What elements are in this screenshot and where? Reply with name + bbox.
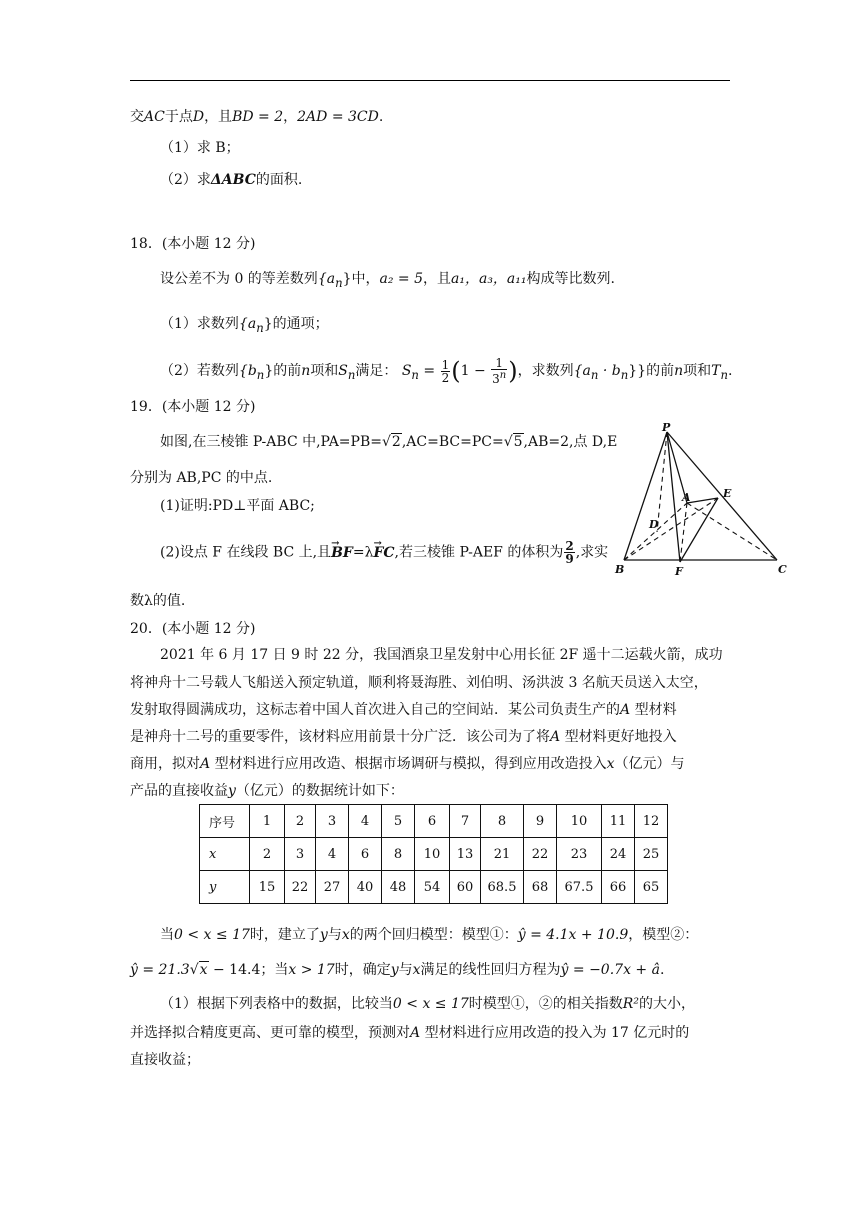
table-cell: 6 bbox=[415, 805, 450, 838]
table-cell: 54 bbox=[415, 871, 450, 904]
table-cell: 3 bbox=[316, 805, 349, 838]
data-table bbox=[199, 804, 668, 904]
table-cell: 21 bbox=[481, 838, 524, 871]
table-cell: 11 bbox=[602, 805, 635, 838]
table-cell: 8 bbox=[382, 838, 415, 871]
q17-continuation: 交AC于点D，且BD = 2，2AD = 3CD. bbox=[130, 109, 384, 125]
q19-part1: (1)证明:PD⊥平面 ABC; bbox=[160, 498, 315, 514]
label-F: F bbox=[675, 565, 683, 578]
q20-para-line6: 产品的直接收益y（亿元）的数据统计如下： bbox=[130, 783, 404, 799]
table-cell: 15 bbox=[250, 871, 285, 904]
table-cell: 66 bbox=[602, 871, 635, 904]
table-cell: 27 bbox=[316, 871, 349, 904]
q19-header: 19．(本小题 12 分) bbox=[130, 399, 256, 415]
table-cell: 23 bbox=[557, 838, 602, 871]
q20-para-line4: 是神舟十二号的重要零件，该材料应用前景十分广泛．该公司为了将A 型材料更好地投入 bbox=[130, 729, 677, 745]
q20-part1-line2: 并选择拟合精度更高、更可靠的模型，预测对A 型材料进行应用改造的投入为 17 亿元时的 bbox=[130, 1025, 690, 1041]
q20-para-line2: 将神舟十二号载人飞船送入预定轨道，顺利将聂海胜、刘伯明、汤洪波 3 名航天员送入太空， bbox=[130, 675, 708, 691]
table-cell: 9 bbox=[524, 805, 557, 838]
q20-part1-line3: 直接收益； bbox=[130, 1052, 200, 1068]
table-cell: 60 bbox=[450, 871, 481, 904]
q18-part1: （1）求数列$\{a_n\}$的通项； bbox=[160, 316, 329, 335]
table-cell: 13 bbox=[450, 838, 481, 871]
row-label: y bbox=[200, 871, 250, 904]
table-cell: 67.5 bbox=[557, 871, 602, 904]
table-cell: 2 bbox=[250, 838, 285, 871]
q20-model-line1: 当0 < x ≤ 17时，建立了y与x的两个回归模型：模型①：ŷ = 4.1x + 10.9，模型②： bbox=[160, 927, 699, 943]
label-B: B bbox=[615, 563, 625, 576]
table-cell: 48 bbox=[382, 871, 415, 904]
label-D: D bbox=[649, 518, 659, 531]
table-cell: 10 bbox=[415, 838, 450, 871]
q20-para-line3: 发射取得圆满成功，这标志着中国人首次进入自己的空间站．某公司负责生产的A 型材料 bbox=[130, 702, 677, 718]
row-label: 序号 bbox=[200, 805, 250, 838]
table-cell: 4 bbox=[349, 805, 382, 838]
table-cell: 8 bbox=[481, 805, 524, 838]
tetrahedron-figure bbox=[612, 420, 792, 580]
table-row-y bbox=[200, 871, 668, 904]
table-cell: 65 bbox=[635, 871, 668, 904]
table-cell: 40 bbox=[349, 871, 382, 904]
q20-para-line5: 商用，拟对A 型材料进行应用改造、根据市场调研与模拟，得到应用改造投入x（亿元）与 bbox=[130, 756, 685, 772]
table-cell: 22 bbox=[524, 838, 557, 871]
table-row-index bbox=[200, 805, 668, 838]
table-cell: 6 bbox=[349, 838, 382, 871]
table-cell: 5 bbox=[382, 805, 415, 838]
table-cell: 4 bbox=[316, 838, 349, 871]
label-A: A bbox=[682, 491, 691, 504]
table-cell: 68.5 bbox=[481, 871, 524, 904]
table-cell: 2 bbox=[285, 805, 316, 838]
table-cell: 12 bbox=[635, 805, 668, 838]
row-label: x bbox=[200, 838, 250, 871]
q20-para-line1: 2021 年 6 月 17 日 9 时 22 分，我国酒泉卫星发射中心用长征 2F 遥十二运载火箭，成功 bbox=[160, 647, 723, 663]
q20-header: 20．(本小题 12 分) bbox=[130, 621, 256, 637]
label-P: P bbox=[662, 421, 671, 434]
q20-part1-line1: （1）根据下列表格中的数据，比较当0 < x ≤ 17时模型①，②的相关指数R²的大小， bbox=[160, 996, 695, 1012]
header-rule bbox=[130, 80, 730, 81]
q19-part2: (2)设点 F 在线段 BC 上,且→ BF=λ→ FC,若三棱锥 P-AEF 的体积为 $\frac{2}{9}$ ,求实 bbox=[160, 540, 608, 565]
q18-header: 18．(本小题 12 分) bbox=[130, 236, 256, 252]
q18-statement: 设公差不为 0 的等差数列$\{a_n\}$中，a₂ = 5，且a₁，a₃，a₁₁构成等比数列. bbox=[160, 271, 615, 290]
q19-last-line: 数λ的值. bbox=[130, 593, 186, 609]
table-cell: 10 bbox=[557, 805, 602, 838]
table-cell: 24 bbox=[602, 838, 635, 871]
label-C: C bbox=[778, 563, 787, 576]
table-cell: 1 bbox=[250, 805, 285, 838]
table-cell: 22 bbox=[285, 871, 316, 904]
q20-model-line2: ŷ = 21.3√x − 14.4；当x > 17时，确定y与x满足的线性回归方程为ŷ = −0.7x + â. bbox=[130, 962, 665, 978]
table-cell: 3 bbox=[285, 838, 316, 871]
q19-statement-line1: 如图,在三棱锥 P-ABC 中,PA=PB=√2,AC=BC=PC=√5,AB=2,点 D,E bbox=[160, 434, 618, 450]
q17-part1: （1）求 B； bbox=[160, 140, 240, 156]
label-E: E bbox=[723, 487, 732, 500]
q17-part2: （2）求ΔABC的面积. bbox=[160, 172, 303, 188]
table-cell: 7 bbox=[450, 805, 481, 838]
table-cell: 68 bbox=[524, 871, 557, 904]
q19-statement-line2: 分别为 AB,PC 的中点. bbox=[130, 470, 273, 486]
table-row-x bbox=[200, 838, 668, 871]
q18-part2: （2）若数列$\{b_n\}$的前n项和$S_n$满足： $S_n$ = $\frac{1}{2}$ (1 − $\frac{1}{3^n}$ )，求数列$\{a_n \cdot b_n\}$}的前n项和$T_n$. bbox=[160, 356, 733, 386]
table-cell: 25 bbox=[635, 838, 668, 871]
